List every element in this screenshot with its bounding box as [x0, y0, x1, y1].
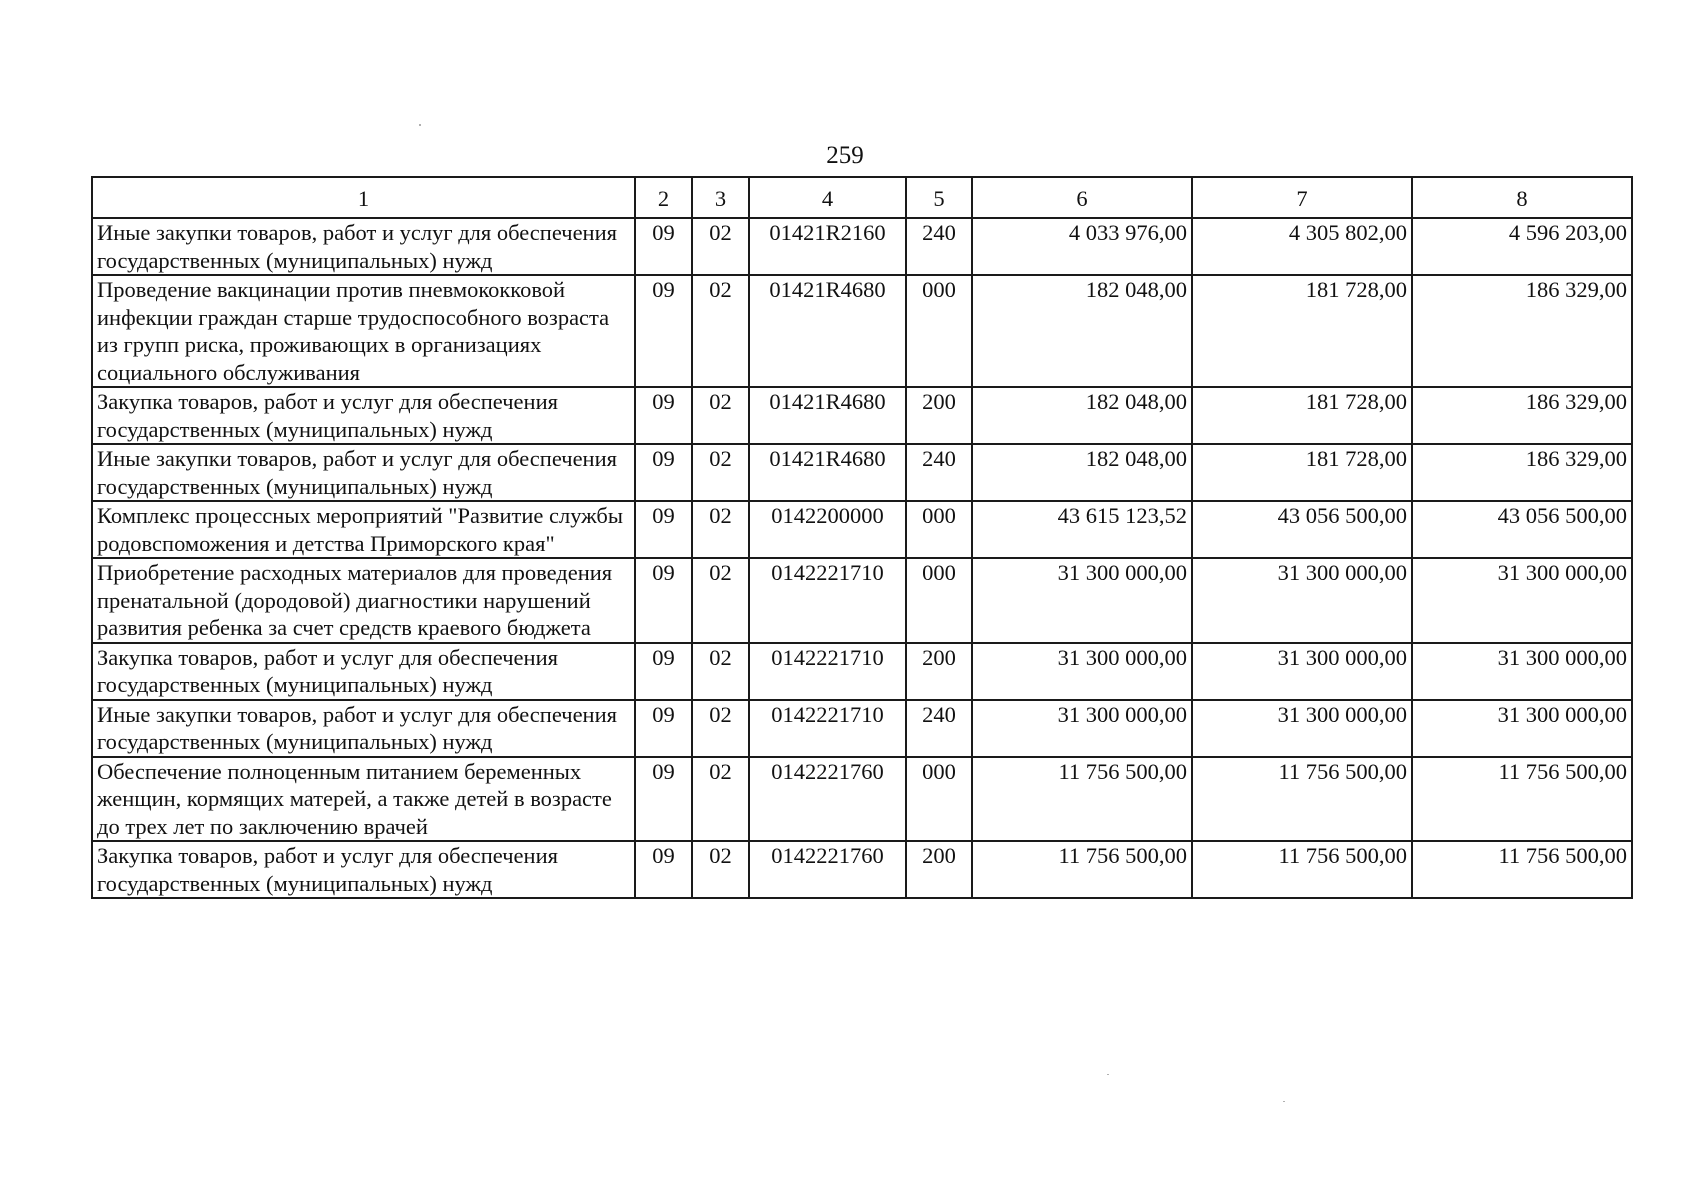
amount-col-7: 181 728,00 — [1192, 387, 1412, 444]
expense-type-code: 240 — [906, 218, 972, 275]
expense-type-code: 200 — [906, 387, 972, 444]
amount-col-7: 11 756 500,00 — [1192, 757, 1412, 842]
subsection-code: 02 — [692, 643, 749, 700]
subsection-code: 02 — [692, 218, 749, 275]
section-code: 09 — [635, 218, 692, 275]
expense-type-code: 200 — [906, 841, 972, 898]
amount-col-7: 31 300 000,00 — [1192, 558, 1412, 643]
row-name: Обеспечение полноценным питанием беременных женщин, кормящих матерей, а также детей в возрасте до трех лет по заключению врачей — [92, 757, 635, 842]
amount-col-8: 186 329,00 — [1412, 275, 1632, 387]
amount-col-6: 4 033 976,00 — [972, 218, 1192, 275]
row-name: Закупка товаров, работ и услуг для обеспечения государственных (муниципальных) нужд — [92, 841, 635, 898]
subsection-code: 02 — [692, 757, 749, 842]
table-row — [92, 444, 1632, 501]
section-code: 09 — [635, 757, 692, 842]
subsection-code: 02 — [692, 700, 749, 757]
amount-col-7: 31 300 000,00 — [1192, 643, 1412, 700]
column-header: 2 — [635, 177, 692, 218]
amount-col-7: 4 305 802,00 — [1192, 218, 1412, 275]
subsection-code: 02 — [692, 841, 749, 898]
amount-col-8: 11 756 500,00 — [1412, 757, 1632, 842]
section-code: 09 — [635, 444, 692, 501]
subsection-code: 02 — [692, 558, 749, 643]
target-article-code: 01421R2160 — [749, 218, 906, 275]
target-article-code: 0142200000 — [749, 501, 906, 558]
column-header: 5 — [906, 177, 972, 218]
amount-col-8: 31 300 000,00 — [1412, 643, 1632, 700]
scan-speck — [1283, 1101, 1285, 1102]
row-name: Комплекс процессных мероприятий "Развитие службы родовспоможения и детства Приморского края" — [92, 501, 635, 558]
expense-type-code: 000 — [906, 501, 972, 558]
amount-col-8: 186 329,00 — [1412, 444, 1632, 501]
section-code: 09 — [635, 700, 692, 757]
amount-col-7: 43 056 500,00 — [1192, 501, 1412, 558]
amount-col-6: 182 048,00 — [972, 387, 1192, 444]
scan-speck — [419, 124, 421, 126]
table-row — [92, 558, 1632, 643]
column-header: 3 — [692, 177, 749, 218]
row-name: Проведение вакцинации против пневмококковой инфекции граждан старше трудоспособного возраста из групп риска, проживающих в организациях социального обслуживания — [92, 275, 635, 387]
amount-col-7: 31 300 000,00 — [1192, 700, 1412, 757]
expense-type-code: 200 — [906, 643, 972, 700]
subsection-code: 02 — [692, 275, 749, 387]
table-row — [92, 700, 1632, 757]
row-name: Иные закупки товаров, работ и услуг для обеспечения государственных (муниципальных) нужд — [92, 444, 635, 501]
section-code: 09 — [635, 501, 692, 558]
header-row — [92, 177, 1632, 218]
budget-table — [91, 176, 1633, 899]
amount-col-6: 31 300 000,00 — [972, 558, 1192, 643]
amount-col-6: 31 300 000,00 — [972, 643, 1192, 700]
amount-col-8: 43 056 500,00 — [1412, 501, 1632, 558]
column-header: 4 — [749, 177, 906, 218]
expense-type-code: 000 — [906, 275, 972, 387]
section-code: 09 — [635, 275, 692, 387]
row-name: Иные закупки товаров, работ и услуг для обеспечения государственных (муниципальных) нужд — [92, 700, 635, 757]
amount-col-7: 181 728,00 — [1192, 444, 1412, 501]
table-row — [92, 757, 1632, 842]
column-header: 8 — [1412, 177, 1632, 218]
target-article-code: 0142221760 — [749, 757, 906, 842]
amount-col-6: 182 048,00 — [972, 444, 1192, 501]
target-article-code: 0142221710 — [749, 643, 906, 700]
amount-col-6: 43 615 123,52 — [972, 501, 1192, 558]
amount-col-6: 31 300 000,00 — [972, 700, 1192, 757]
amount-col-8: 31 300 000,00 — [1412, 700, 1632, 757]
row-name: Приобретение расходных материалов для проведения пренатальной (дородовой) диагностики нарушений развития ребенка за счет средств краевого бюджета — [92, 558, 635, 643]
target-article-code: 01421R4680 — [749, 275, 906, 387]
target-article-code: 0142221710 — [749, 558, 906, 643]
row-name: Иные закупки товаров, работ и услуг для обеспечения государственных (муниципальных) нужд — [92, 218, 635, 275]
subsection-code: 02 — [692, 501, 749, 558]
amount-col-8: 31 300 000,00 — [1412, 558, 1632, 643]
amount-col-8: 4 596 203,00 — [1412, 218, 1632, 275]
column-header: 6 — [972, 177, 1192, 218]
row-name: Закупка товаров, работ и услуг для обеспечения государственных (муниципальных) нужд — [92, 643, 635, 700]
amount-col-6: 182 048,00 — [972, 275, 1192, 387]
section-code: 09 — [635, 643, 692, 700]
amount-col-7: 11 756 500,00 — [1192, 841, 1412, 898]
column-header: 7 — [1192, 177, 1412, 218]
table-row — [92, 275, 1632, 387]
target-article-code: 0142221760 — [749, 841, 906, 898]
table-row — [92, 643, 1632, 700]
expense-type-code: 000 — [906, 558, 972, 643]
section-code: 09 — [635, 387, 692, 444]
amount-col-7: 181 728,00 — [1192, 275, 1412, 387]
table-row — [92, 387, 1632, 444]
scan-speck — [1107, 1074, 1109, 1075]
amount-col-6: 11 756 500,00 — [972, 841, 1192, 898]
section-code: 09 — [635, 841, 692, 898]
target-article-code: 01421R4680 — [749, 444, 906, 501]
subsection-code: 02 — [692, 444, 749, 501]
table-row — [92, 841, 1632, 898]
expense-type-code: 000 — [906, 757, 972, 842]
amount-col-8: 11 756 500,00 — [1412, 841, 1632, 898]
subsection-code: 02 — [692, 387, 749, 444]
expense-type-code: 240 — [906, 700, 972, 757]
page-number: 259 — [826, 142, 864, 169]
amount-col-8: 186 329,00 — [1412, 387, 1632, 444]
target-article-code: 01421R4680 — [749, 387, 906, 444]
amount-col-6: 11 756 500,00 — [972, 757, 1192, 842]
table-row — [92, 501, 1632, 558]
table-row — [92, 218, 1632, 275]
section-code: 09 — [635, 558, 692, 643]
expense-type-code: 240 — [906, 444, 972, 501]
target-article-code: 0142221710 — [749, 700, 906, 757]
row-name: Закупка товаров, работ и услуг для обеспечения государственных (муниципальных) нужд — [92, 387, 635, 444]
column-header: 1 — [92, 177, 635, 218]
